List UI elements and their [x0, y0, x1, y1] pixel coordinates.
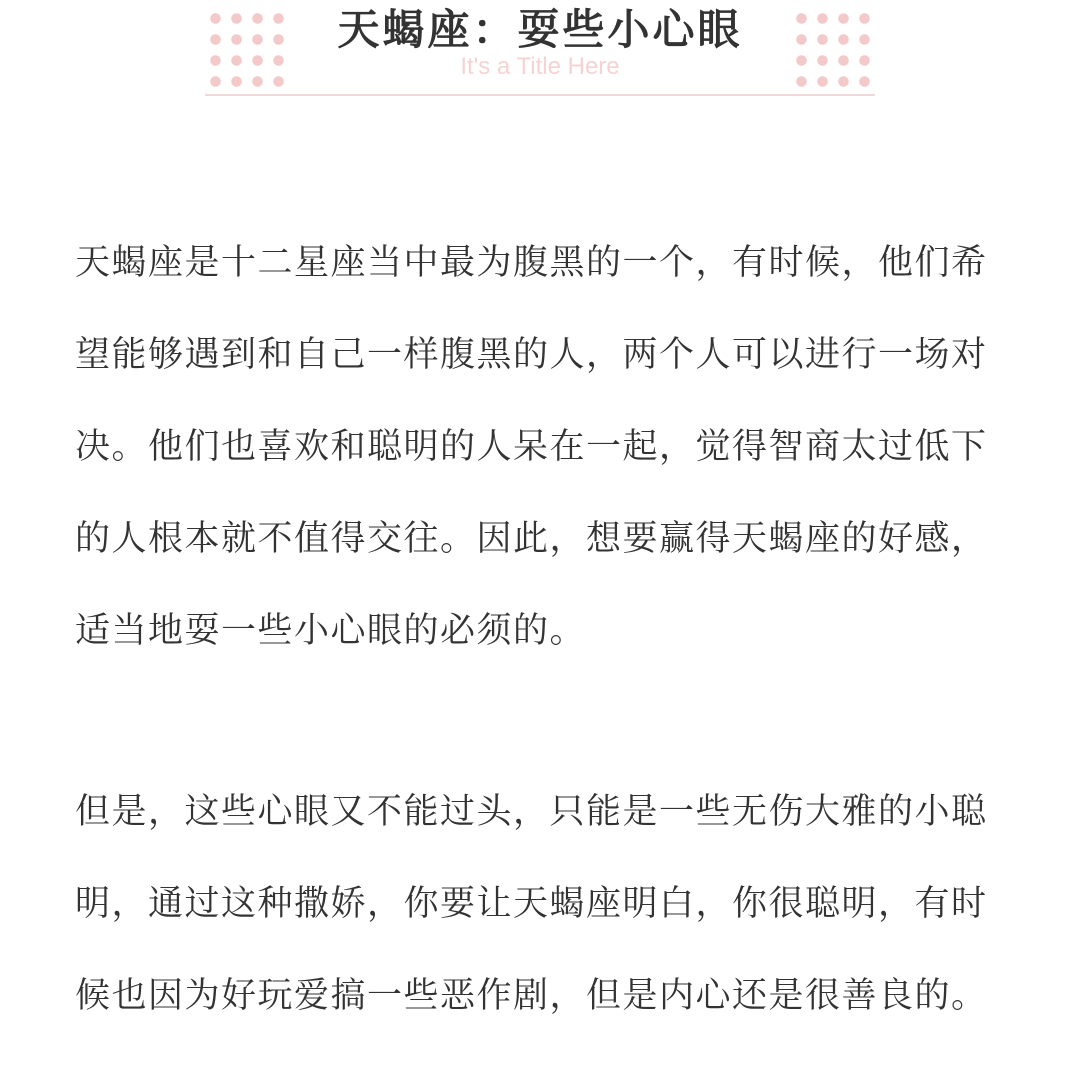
title-divider: [205, 94, 875, 96]
body-paragraph-1: 天蝎座是十二星座当中最为腹黑的一个，有时候，他们希望能够遇到和自己一样腹黑的人，两个人可以进行一场对决。他们也喜欢和聪明的人呆在一起，觉得智商太过低下的人根本就不值得交往。因此，想要赢得天蝎座的好感，适当地耍一些小心眼的必须的。: [75, 243, 988, 651]
page-subtitle: It's a Title Here: [460, 53, 620, 80]
page-title: 天蝎座：耍些小心眼: [337, 5, 743, 54]
title-banner: [205, 0, 875, 98]
body-paragraph-2: 但是，这些心眼又不能过头，只能是一些无伤大雅的小聪明，通过这种撒娇，你要让天蝎座明白，你很聪明，有时候也因为好玩爱搞一些恶作剧，但是内心还是很善良的。: [75, 792, 988, 1016]
